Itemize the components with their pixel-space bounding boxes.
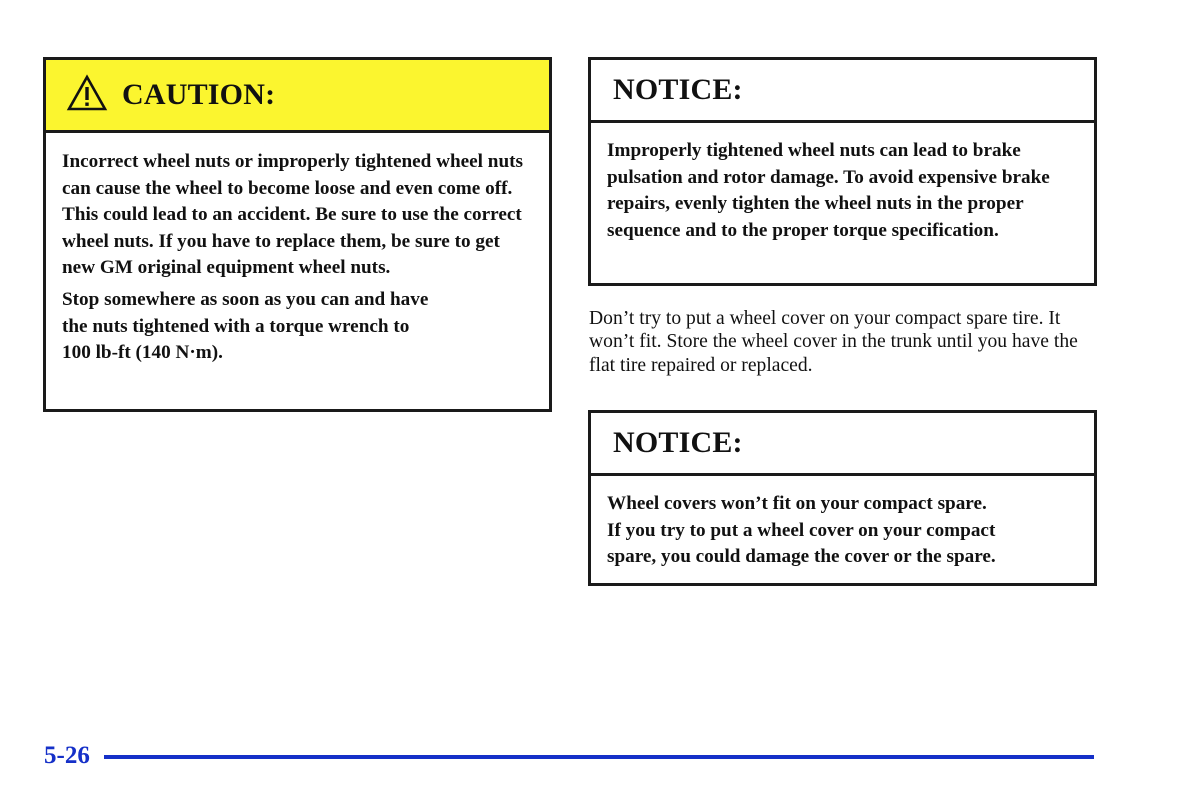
notice-text-line-2: If you try to put a wheel cover on your compact [607,519,996,541]
wheel-cover-paragraph: Don’t try to put a wheel cover on your compact spare tire. It won’t fit. Store the wheel cover in the trunk until you have the flat tire repaired or replaced. [589,308,1078,376]
notice-text-line-3: spare, you could damage the cover or the spare. [607,546,996,568]
caution-title: CAUTION: [122,78,276,111]
notice-text [607,491,1078,571]
caution-paragraph-2-line-1: Stop somewhere as soon as you can and have [62,288,429,310]
caution-paragraph-2-line-3: 100 lb-ft (140 N·m). [62,342,223,364]
notice-title: NOTICE: [613,426,743,459]
notice-text-line-1: Wheel covers won’t fit on your compact spare. [607,493,987,514]
notice-header [591,413,1094,476]
notice-body [591,123,1094,254]
page-number: 5-26 [44,742,90,769]
notice-body [591,476,1094,581]
notice-box-brake [588,57,1097,286]
caution-box [43,57,552,412]
footer-rule [104,755,1094,759]
warning-triangle-icon [66,74,108,112]
notice-text: Improperly tightened wheel nuts can lead to brake pulsation and rotor damage. To avoid expensive brake repairs, evenly tighten the wheel nuts in the proper sequence and to the proper torque specification. [607,140,1050,241]
notice-box-wheel-cover [588,410,1097,586]
notice-title: NOTICE: [613,73,743,106]
caution-paragraph-1: Incorrect wheel nuts or improperly tightened wheel nuts can cause the wheel to become loose and even come off. This could lead to an accident. Be sure to use the correct wheel nuts. If you have to replace them, be sure to get new GM original equipment wheel nuts. [62,151,524,279]
caution-header [46,60,549,133]
caution-body [46,133,549,377]
caution-paragraph-2 [62,287,533,367]
notice-header [591,60,1094,123]
caution-paragraph-2-line-2: the nuts tightened with a torque wrench to [62,315,410,337]
